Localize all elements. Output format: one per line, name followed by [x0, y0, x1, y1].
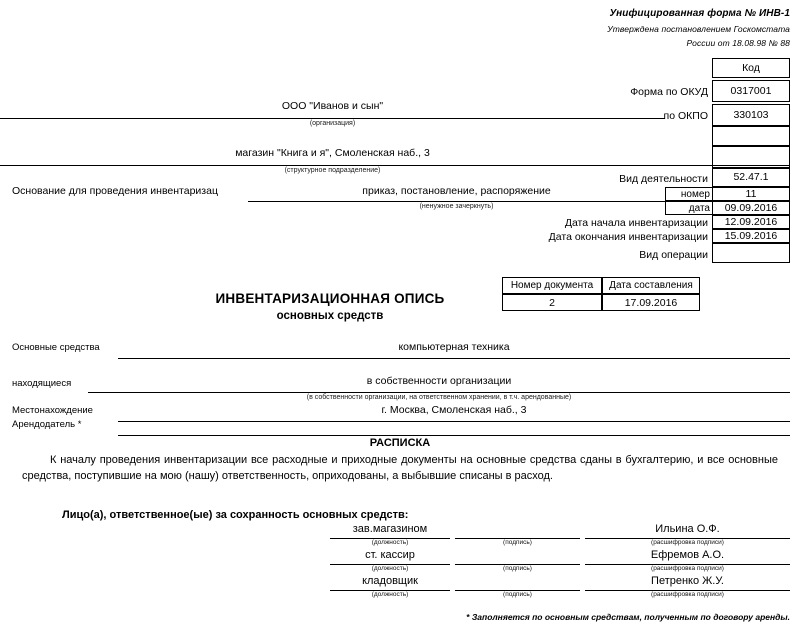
code-row-value-end-date: 15.09.2016 [712, 229, 790, 243]
place-value: г. Москва, Смоленская наб., 3 [381, 404, 527, 416]
lessor-rule [118, 435, 790, 436]
signature-position-2: ст. кассир [365, 549, 415, 561]
signature-name-3: Петренко Ж.У. [651, 575, 724, 587]
signature-position-caption-2: (должность) [371, 565, 409, 572]
code-row-label-okud: Форма по ОКУД [630, 86, 708, 98]
code-row-label-activity: Вид деятельности [619, 173, 708, 185]
organization-rule [0, 118, 665, 119]
code-row-label-start-date: Дата начала инвентаризации [564, 217, 708, 229]
signature-mark-caption-3: (подпись) [503, 591, 532, 598]
ownership-value: в собственности организации [366, 375, 512, 387]
basis-rule [248, 201, 665, 202]
signature-position-caption-1: (должность) [371, 539, 409, 546]
form-approval-line-1: Утверждена постановлением Госкомстата [607, 24, 790, 34]
doc-table-header-date: Дата составления [602, 277, 700, 294]
basis-label: Основание для проведения инвентаризац [12, 185, 218, 197]
code-row-label-number: номер [665, 187, 712, 201]
organization-caption: (организация) [309, 120, 356, 127]
code-row-value-number: 11 [712, 187, 790, 201]
signature-name-caption-3: (расшифровка подписи) [651, 591, 724, 598]
basis-caption: (ненужное зачеркнуть) [419, 203, 494, 210]
division-rule [0, 165, 790, 166]
signature-name-1: Ильина О.Ф. [655, 523, 720, 535]
place-rule [118, 421, 790, 422]
code-row-value-date: 09.09.2016 [712, 201, 790, 215]
page-subtitle: основных средств [276, 310, 384, 322]
division-caption: (структурное подразделение) [284, 167, 381, 174]
code-table-header: Код [712, 58, 790, 78]
page-title: ИНВЕНТАРИЗАЦИОННАЯ ОПИСЬ [215, 291, 445, 306]
signature-mark-caption-2: (подпись) [503, 565, 532, 572]
form-approval-line-2: России от 18.08.98 № 88 [686, 38, 790, 48]
doc-table-header-number: Номер документа [502, 277, 602, 294]
code-row-label-date: дата [665, 201, 712, 215]
receipt-body: К началу проведения инвентаризации все расходные и приходные документы на основные средства сданы в бухгалтерию, и все основные средства, поступившие на мою (нашу) ответственность, оприходованы, а выбывшие списаны в расход. [22, 454, 778, 482]
ownership-rule [88, 392, 790, 393]
signature-position-3: кладовщик [362, 575, 418, 587]
division-value: магазин "Книга и я", Смоленская наб., 3 [235, 147, 430, 159]
code-row-value-blank-1 [712, 126, 790, 146]
assets-label: Основные средства [12, 342, 100, 353]
doc-table-value-date: 17.09.2016 [602, 294, 700, 311]
code-row-value-okpo: 330103 [712, 104, 790, 126]
signature-name-caption-2: (расшифровка подписи) [651, 565, 724, 572]
doc-table-value-number: 2 [502, 294, 602, 311]
code-row-label-okpo: по ОКПО [663, 110, 708, 122]
form-title-line-1: Унифицированная форма № ИНВ-1 [609, 8, 790, 19]
signature-position-caption-3: (должность) [371, 591, 409, 598]
place-label: Местонахождение [12, 405, 93, 416]
basis-value: приказ, постановление, распоряжение [362, 185, 551, 197]
signature-name-2: Ефремов А.О. [650, 549, 725, 561]
ownership-caption: (в собственности организации, на ответственном хранении, в т.ч. арендованные) [306, 394, 572, 401]
organization-value: ООО "Иванов и сын" [281, 100, 384, 112]
code-row-label-end-date: Дата окончания инвентаризации [548, 231, 708, 243]
responsible-persons-title: Лицо(а), ответственное(ые) за сохранность основных средств: [62, 509, 409, 521]
assets-value: компьютерная техника [398, 341, 510, 353]
ownership-label: находящиеся [12, 378, 72, 389]
code-row-label-operation: Вид операции [639, 249, 708, 261]
code-row-value-operation [712, 243, 790, 263]
signature-mark-caption-1: (подпись) [503, 539, 532, 546]
assets-rule [118, 358, 790, 359]
lessor-label: Арендодатель * [12, 419, 82, 430]
signature-position-1: зав.магазином [352, 523, 428, 535]
code-row-value-activity: 52.47.1 [712, 168, 790, 187]
code-row-value-okud: 0317001 [712, 80, 790, 102]
signature-name-caption-1: (расшифровка подписи) [651, 539, 724, 546]
footnote: * Заполняется по основным средствам, полученным по договору аренды. [466, 612, 790, 622]
code-row-value-start-date: 12.09.2016 [712, 215, 790, 229]
receipt-title: РАСПИСКА [369, 437, 431, 449]
